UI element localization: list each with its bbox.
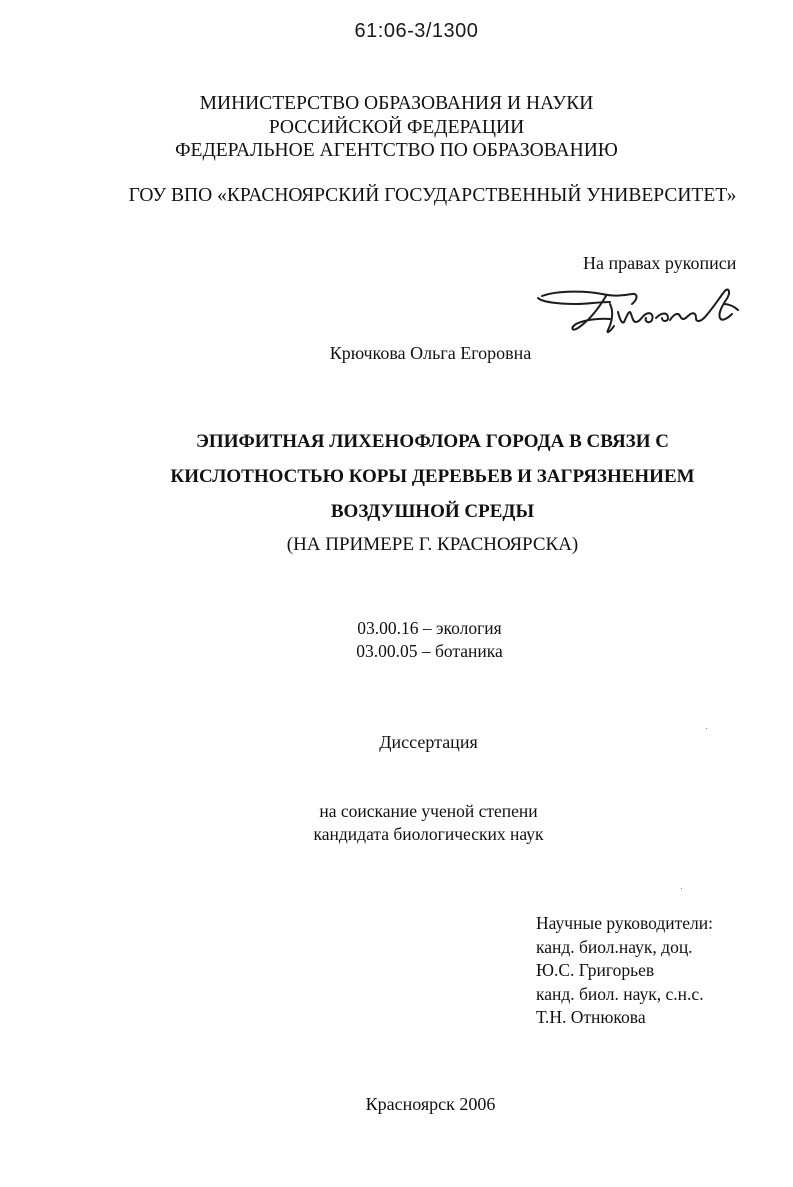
degree-statement bbox=[32, 800, 793, 846]
specialty-codes bbox=[33, 617, 793, 663]
ministry-header bbox=[0, 92, 793, 163]
degree-line: на соискание ученой степени bbox=[319, 801, 538, 821]
supervisor-line: канд. биол.наук, доц. bbox=[536, 936, 693, 957]
degree-line: кандидата биологических наук bbox=[313, 824, 544, 844]
author-name: Крючкова Ольга Егоровна bbox=[329, 343, 532, 363]
archive-code: 61:06-3/1300 bbox=[354, 20, 479, 42]
ministry-line: МИНИСТЕРСТВО ОБРАЗОВАНИЯ И НАУКИ bbox=[199, 93, 594, 114]
title-line: ЭПИФИТНАЯ ЛИХЕНОФЛОРА ГОРОДА В СВЯЗИ С bbox=[196, 431, 669, 452]
supervisors-block bbox=[536, 912, 713, 1030]
title-subtitle: (НА ПРИМЕРЕ Г. КРАСНОЯРСКА) bbox=[286, 534, 579, 555]
dissertation-title bbox=[36, 424, 793, 529]
document-type: Диссертация bbox=[379, 732, 478, 752]
scan-speck bbox=[706, 728, 707, 729]
supervisors-heading: Научные руководители: bbox=[536, 913, 713, 933]
supervisor-line: Ю.С. Григорьев bbox=[536, 960, 655, 980]
scan-speck bbox=[681, 888, 682, 889]
title-line: КИСЛОТНОСТЬЮ КОРЫ ДЕРЕВЬЕВ И ЗАГРЯЗНЕНИЕМ bbox=[170, 466, 695, 487]
specialty-line: 03.00.05 – ботаника bbox=[356, 641, 503, 661]
supervisor-line: канд. биол. наук, с.н.с. bbox=[536, 983, 704, 1004]
university-name: ГОУ ВПО «КРАСНОЯРСКИЙ ГОСУДАРСТВЕННЫЙ УНИВЕРСИТЕТ» bbox=[128, 185, 737, 206]
city-year: Красноярск 2006 bbox=[365, 1094, 496, 1114]
ministry-line: ФЕДЕРАЛЬНОЕ АГЕНТСТВО ПО ОБРАЗОВАНИЮ bbox=[175, 140, 618, 161]
ministry-line: РОССИЙСКОЙ ФЕДЕРАЦИИ bbox=[268, 116, 525, 138]
title-line: ВОЗДУШНОЙ СРЕДЫ bbox=[330, 501, 535, 522]
manuscript-rights-note: На правах рукописи bbox=[583, 253, 737, 273]
handwritten-signature-icon bbox=[528, 282, 748, 342]
supervisor-line: Т.Н. Отнюкова bbox=[536, 1007, 646, 1027]
specialty-line: 03.00.16 – экология bbox=[357, 618, 502, 638]
